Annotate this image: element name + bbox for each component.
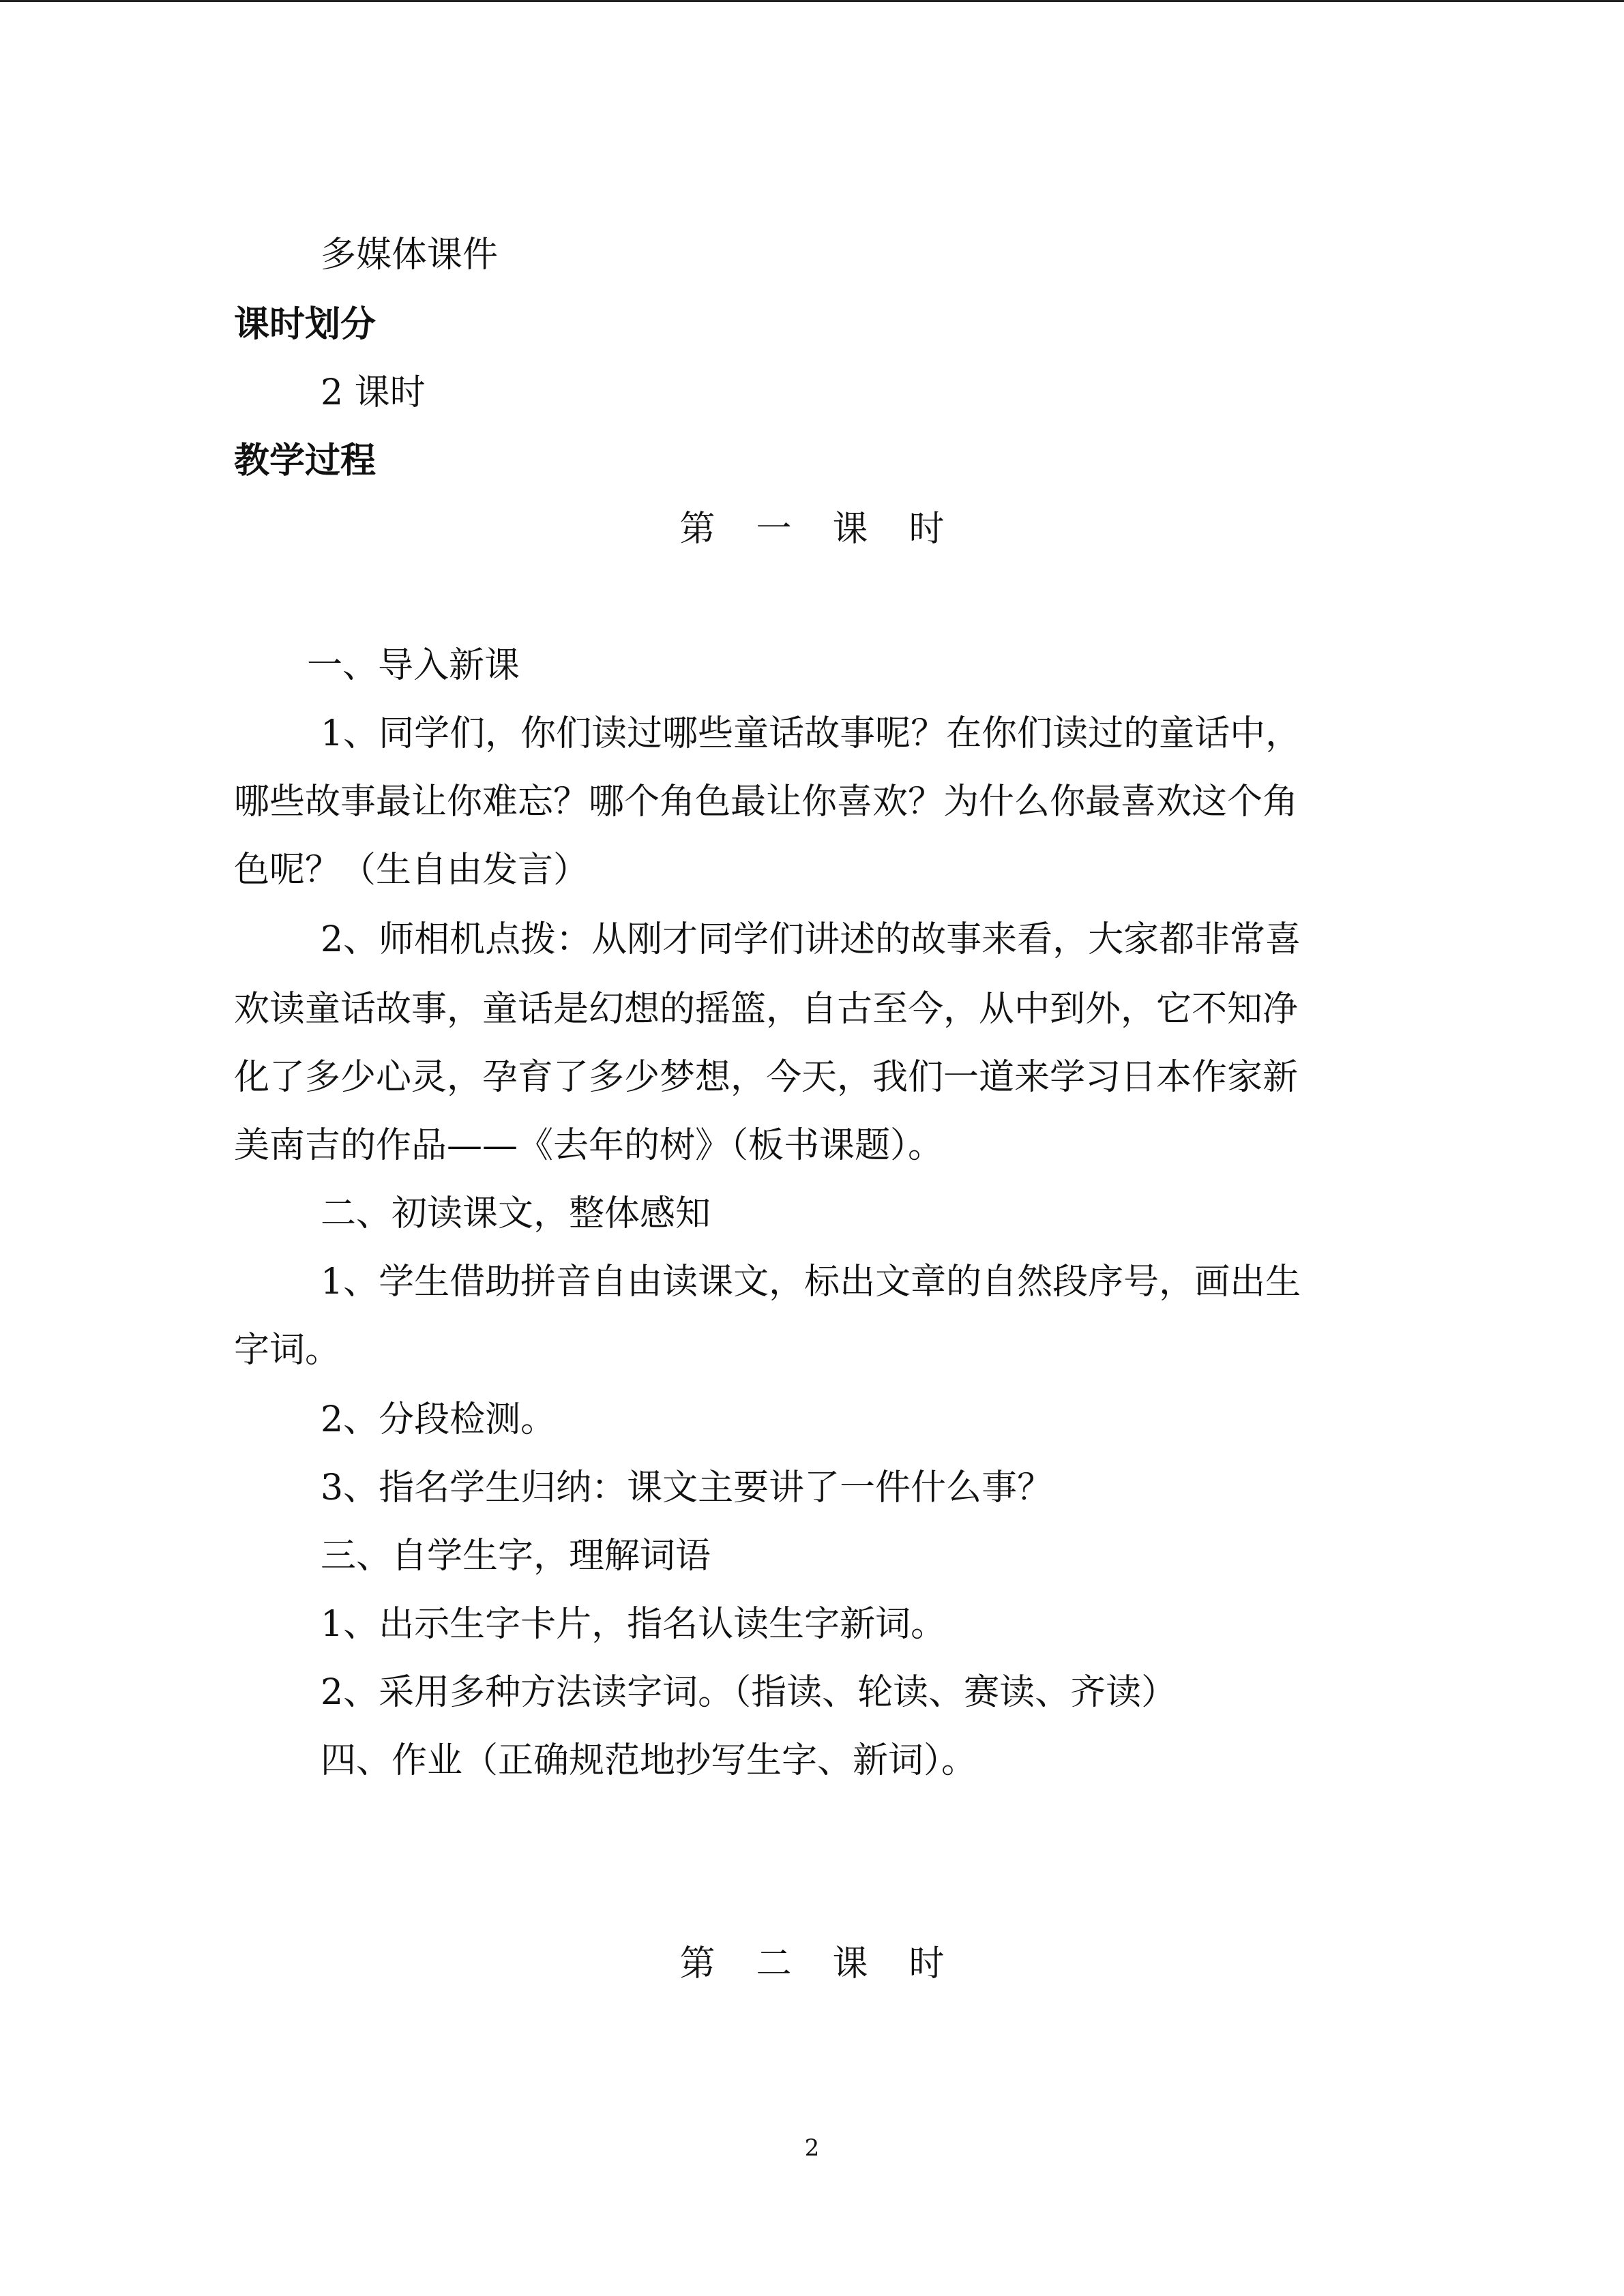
lesson1-p5: 3、指名学生归纳：课文主要讲了一件什么事？ xyxy=(321,1467,1053,1508)
lesson1-part1-title: 一、导入新课 xyxy=(307,645,520,686)
lesson1-p1-line3: 色呢？（生自由发言） xyxy=(234,850,589,891)
lesson2-title: 第二课时 xyxy=(679,1943,986,1984)
lesson1-title: 第一课时 xyxy=(679,509,986,550)
lesson1-p1-line2: 哪些故事最让你难忘？哪个角色最让你喜欢？为什么你最喜欢这个角 xyxy=(234,781,1299,822)
process-heading: 教学过程 xyxy=(234,441,377,481)
period-value: 2 课时 xyxy=(321,372,426,413)
lesson1-p6: 1、出示生字卡片，指名认读生字新词。 xyxy=(321,1604,947,1645)
lesson1-p2-line3: 化了多少心灵，孕育了多少梦想，今天，我们一道来学习日本作家新 xyxy=(234,1057,1299,1098)
lesson1-part4-title: 四、作业（正确规范地抄写生字、新词）。 xyxy=(321,1740,977,1781)
lesson1-part3-title: 三、自学生字，理解词语 xyxy=(321,1536,711,1577)
lesson1-p2-line1: 2、师相机点拨：从刚才同学们讲述的故事来看，大家都非常喜 xyxy=(321,919,1301,960)
materials-item: 多媒体课件 xyxy=(321,235,499,275)
lesson1-p7: 2、采用多种方法读字词。（指读、轮读、赛读、齐读） xyxy=(321,1672,1177,1713)
period-heading: 课时划分 xyxy=(234,304,377,345)
lesson1-p1-line1: 1、同学们，你们读过哪些童话故事呢？在你们读过的童话中， xyxy=(321,713,1301,754)
lesson1-p3-line1: 1、学生借助拼音自由读课文，标出文章的自然段序号，画出生 xyxy=(321,1262,1301,1302)
lesson1-p4: 2、分段检测。 xyxy=(321,1399,557,1440)
lesson1-p2-line2: 欢读童话故事，童话是幻想的摇篮，自古至今，从中到外，它不知净 xyxy=(234,989,1299,1030)
lesson1-part2-title: 二、初读课文，整体感知 xyxy=(321,1193,711,1234)
page-number: 2 xyxy=(804,2134,820,2162)
lesson1-p2-line4: 美南吉的作品——《去年的树》（板书课题）。 xyxy=(234,1125,944,1166)
lesson1-p3-line2: 字词。 xyxy=(234,1330,341,1371)
